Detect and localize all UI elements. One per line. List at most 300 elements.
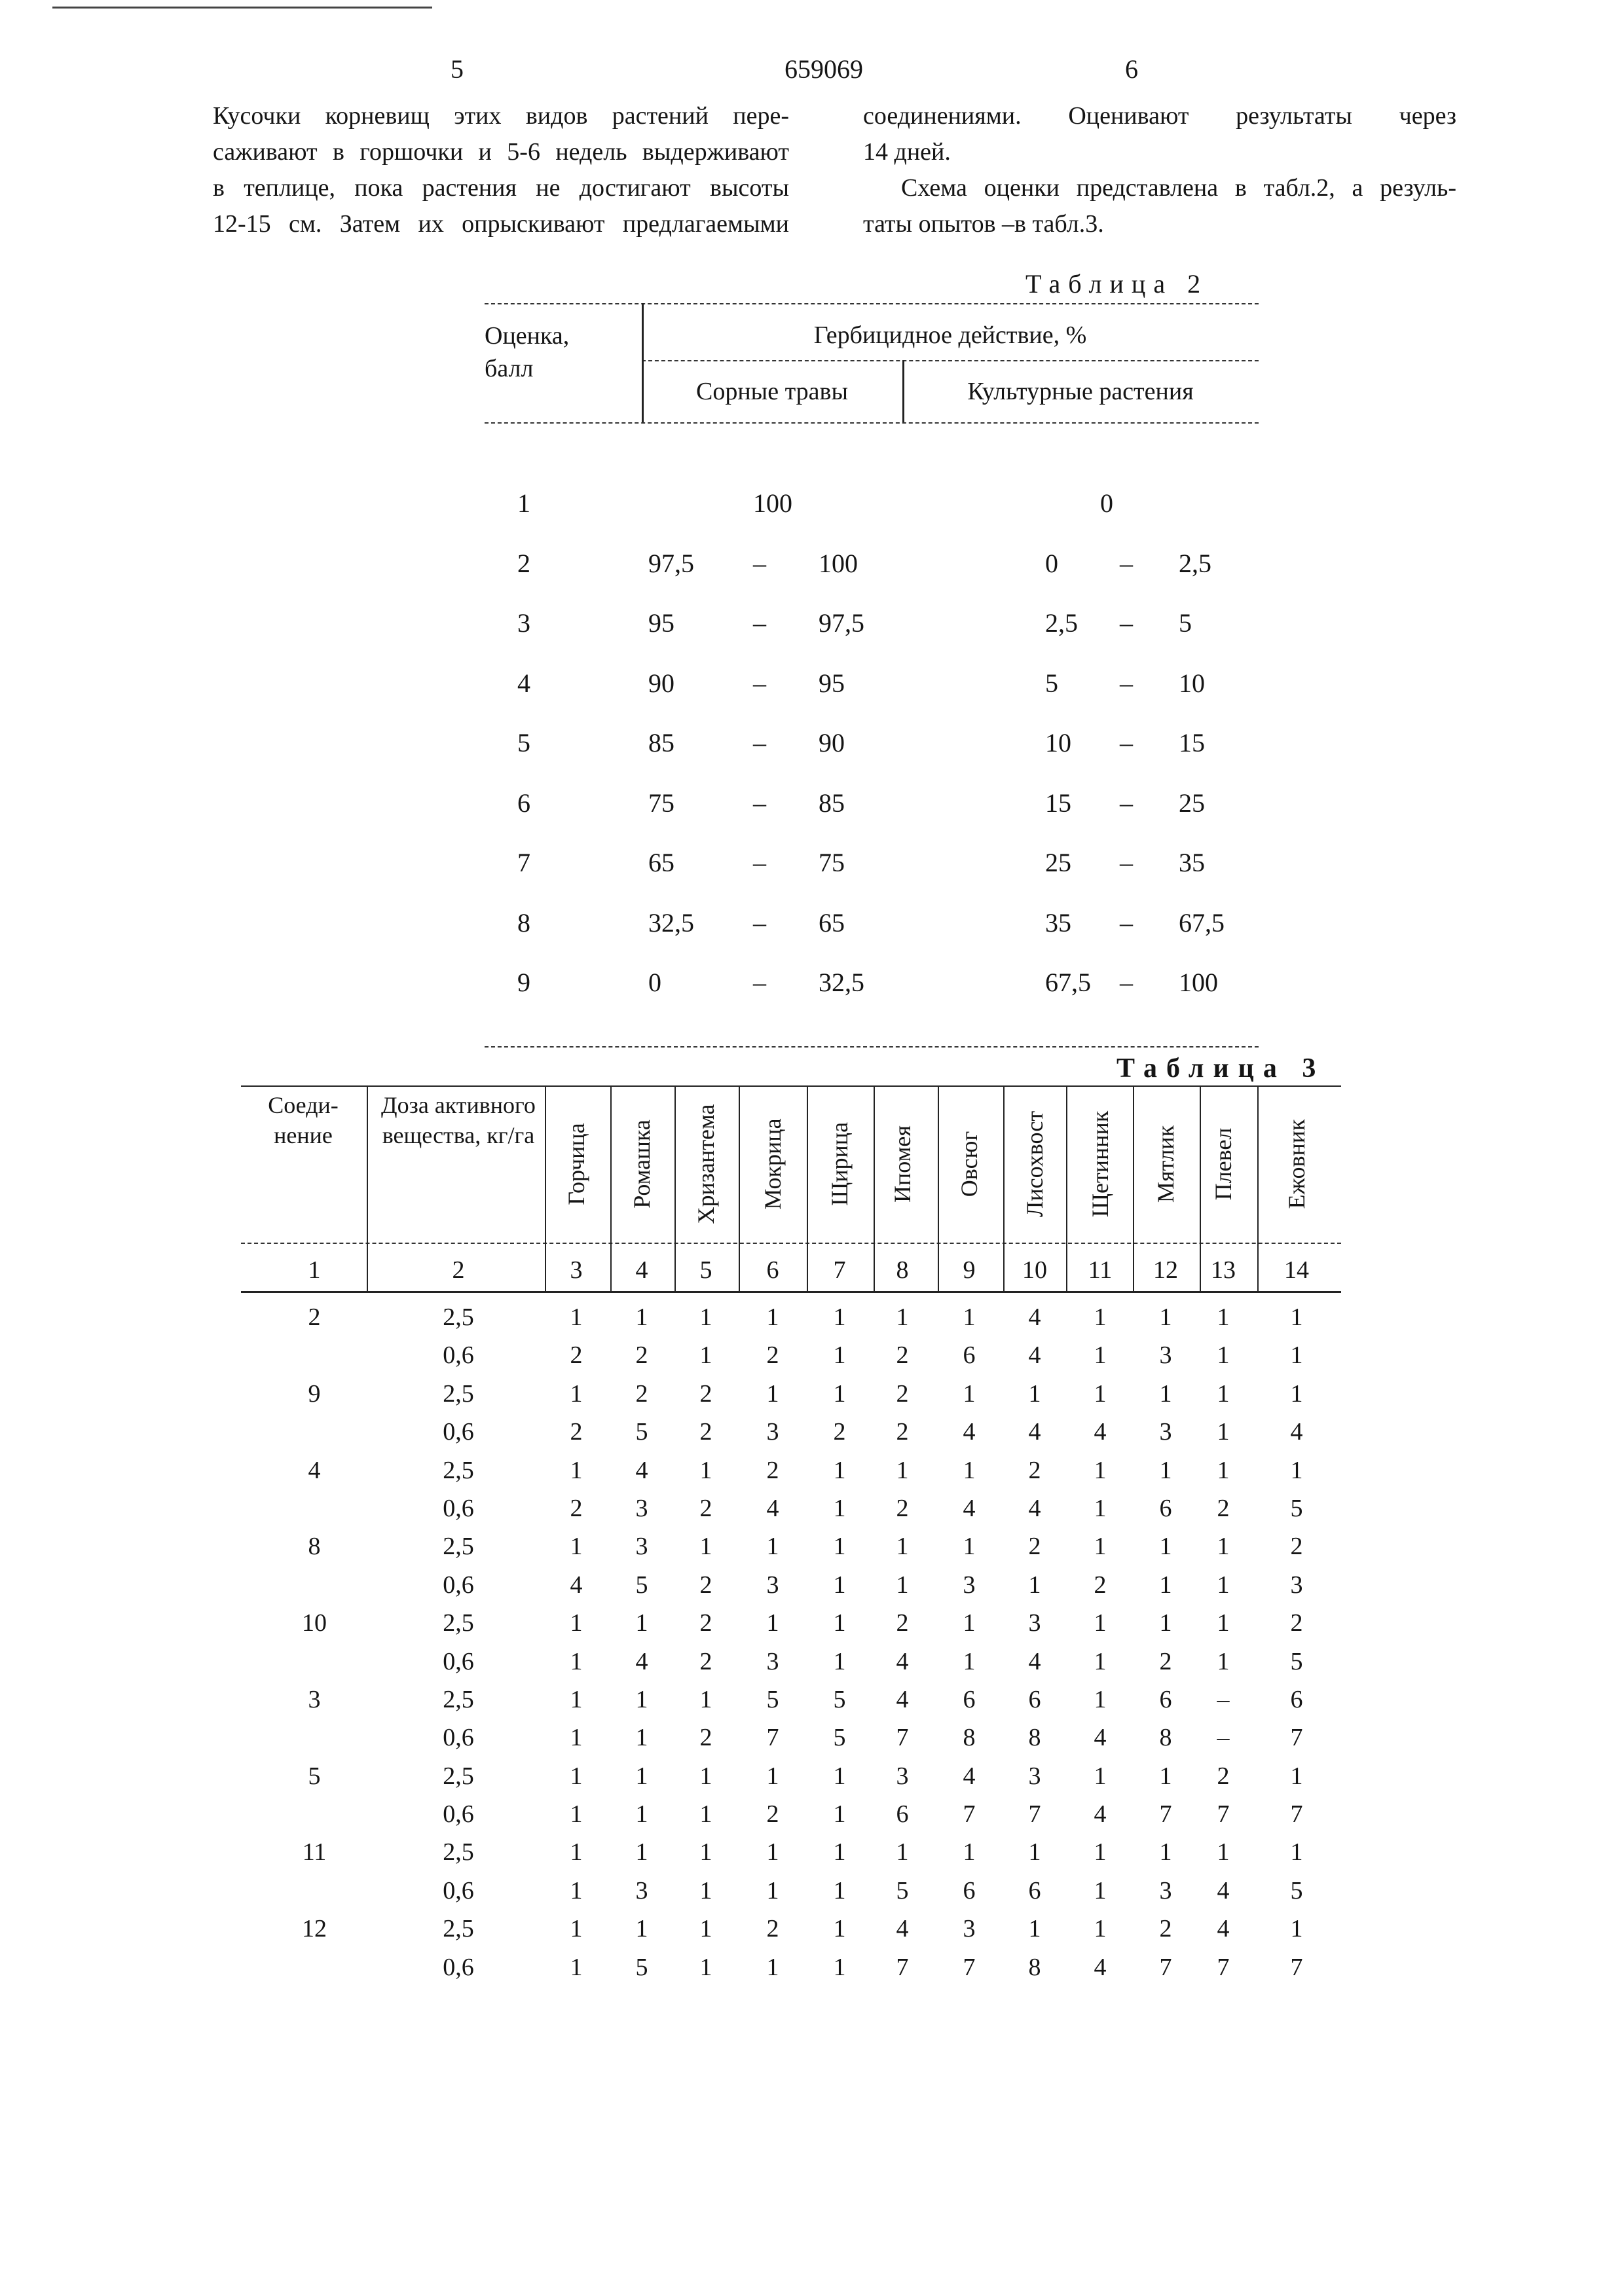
table2-body [485,488,1297,1027]
score-cell: 1 [896,1303,909,1331]
dose-cell: 0,6 [443,1341,474,1370]
score-cell: 1 [635,1838,648,1867]
score-cell: 1 [1028,1838,1041,1867]
range-dash: – [1120,548,1133,578]
score-cell: 1 [699,1800,712,1829]
column-number: 5 [699,1256,712,1284]
table2-row [485,788,1297,848]
score-cell: 1 [833,1533,846,1561]
table3-row [0,1609,1624,1647]
score-cell: 1 [963,1456,976,1484]
dose-cell: 0,6 [443,1571,474,1599]
compound-cell: 8 [308,1533,321,1561]
score-cell: – [1217,1685,1230,1713]
column-number: 1 [308,1256,321,1284]
score-cell: 1 [1290,1456,1303,1484]
score-cell: 1 [570,1762,583,1790]
table3-col-line [610,1085,612,1291]
score-cell: 4 [1094,1418,1107,1446]
score-cell: 3 [1159,1341,1172,1370]
weeds-to-cell: 100 [819,548,858,578]
table3-top-rule [241,1085,1341,1087]
score-cell: 1 [699,1876,712,1904]
plant-header: Ипомея [889,1125,915,1203]
weeds-cell: 100 [753,488,792,518]
score-cell: 2 [896,1379,909,1408]
score-cell: 2 [896,1341,909,1370]
plant-header: Лисохвост [1022,1110,1048,1218]
score-cell: 1 [1290,1838,1303,1867]
score-cell: 2 [570,1494,583,1522]
table3-row [0,1914,1624,1952]
table3-row [0,1800,1624,1838]
score-cell: 1 [833,1876,846,1904]
score-cell: – [1217,1724,1230,1752]
score-cell: 5 [517,728,530,757]
column-number: 9 [963,1256,976,1284]
score-cell: 1 [963,1379,976,1408]
score-cell: 4 [517,668,530,698]
column-number: 11 [1088,1256,1113,1284]
score-cell: 1 [570,1724,583,1752]
table3-col-line [1003,1085,1005,1291]
score-cell: 3 [963,1915,976,1943]
score-cell: 1 [570,1800,583,1829]
score-cell: 1 [1094,1685,1107,1713]
score-cell: 3 [635,1876,648,1904]
dose-cell: 2,5 [443,1379,474,1408]
score-cell: 2 [1217,1494,1230,1522]
score-cell: 1 [766,1379,779,1408]
score-cell: 1 [1159,1762,1172,1790]
score-cell: 1 [1217,1379,1230,1408]
score-cell: 7 [1159,1800,1172,1829]
dose-cell: 0,6 [443,1953,474,1981]
table2-row [485,907,1297,968]
score-cell: 1 [766,1876,779,1904]
text-line: 14 дней. [863,138,951,166]
score-cell: 4 [570,1571,583,1599]
plant-header: Щирица [826,1121,853,1207]
score-cell: 4 [1028,1341,1041,1370]
score-cell: 1 [766,1838,779,1867]
score-cell: 4 [896,1915,909,1943]
score-cell: 1 [1290,1379,1303,1408]
range-dash: – [1120,668,1133,698]
table2-header-rule [485,422,1259,424]
score-cell: 8 [1159,1724,1172,1752]
table2-row [485,967,1297,1027]
plant-header: Ромашка [629,1120,655,1209]
column-number: 13 [1211,1256,1236,1284]
score-cell: 4 [766,1494,779,1522]
score-cell: 2 [1290,1609,1303,1637]
score-cell: 1 [1094,1494,1107,1522]
score-cell: 5 [896,1876,909,1904]
score-cell: 1 [1290,1762,1303,1790]
dose-cell: 0,6 [443,1418,474,1446]
score-cell: 2 [1159,1915,1172,1943]
crops-to-cell: 10 [1179,668,1205,698]
score-cell: 1 [570,1647,583,1675]
crops-from-cell: 5 [1045,668,1058,698]
score-cell: 1 [833,1838,846,1867]
column-number: 2 [452,1256,465,1284]
score-cell: 1 [833,1456,846,1484]
table3-number-rule [241,1291,1341,1293]
score-cell: 1 [896,1533,909,1561]
score-cell: 2 [1159,1647,1172,1675]
crops-from-cell: 25 [1045,848,1071,877]
score-cell: 4 [1217,1915,1230,1943]
score-cell: 1 [570,1456,583,1484]
compound-cell: 11 [302,1838,327,1867]
dose-cell: 2,5 [443,1838,474,1867]
score-cell: 6 [963,1876,976,1904]
score-cell: 8 [963,1724,976,1752]
table3-col-line [739,1085,740,1291]
score-cell: 3 [517,608,530,638]
score-cell: 1 [1290,1303,1303,1331]
score-cell: 1 [570,1876,583,1904]
table3-row [0,1379,1624,1417]
score-cell: 4 [1028,1418,1041,1446]
score-cell: 5 [1290,1876,1303,1904]
table3-row [0,1647,1624,1685]
table3-row [0,1571,1624,1609]
table3-row [0,1685,1624,1723]
table3-body [0,1303,1624,1991]
range-dash: – [753,668,766,698]
score-cell: 1 [1290,1915,1303,1943]
score-cell: 6 [1028,1876,1041,1904]
score-cell: 1 [570,1609,583,1637]
score-cell: 4 [1094,1800,1107,1829]
table3-row [0,1417,1624,1455]
weeds-from-cell: 0 [648,968,661,997]
score-cell: 5 [833,1685,846,1713]
crops-from-cell: 15 [1045,788,1071,818]
table3-header-dose: Доза активного вещества, кг/га [381,1092,536,1148]
table3-col-line [1066,1085,1067,1291]
crops-to-cell: 2,5 [1179,548,1211,578]
table3-row [0,1876,1624,1914]
weeds-from-cell: 90 [648,668,674,698]
score-cell: 6 [896,1800,909,1829]
plant-header: Щетинник [1087,1110,1113,1218]
dose-cell: 2,5 [443,1303,474,1331]
score-cell: 7 [963,1953,976,1981]
score-cell: 3 [766,1571,779,1599]
table2-top-rule [485,303,1259,304]
score-cell: 1 [766,1609,779,1637]
table3-header-compound: Соеди-нение [268,1092,339,1148]
score-cell: 9 [517,968,530,997]
crops-to-cell: 25 [1179,788,1205,818]
score-cell: 5 [1290,1647,1303,1675]
score-cell: 1 [1094,1341,1107,1370]
plant-header: Мятлик [1153,1125,1179,1203]
score-cell: 6 [1159,1685,1172,1713]
score-cell: 1 [833,1762,846,1790]
score-cell: 8 [517,907,530,938]
score-cell: 2 [635,1379,648,1408]
score-cell: 3 [963,1571,976,1599]
score-cell: 2 [1094,1571,1107,1599]
table2-bottom-rule [485,1046,1259,1048]
compound-cell: 10 [302,1609,327,1637]
score-cell: 1 [963,1838,976,1867]
crops-to-cell: 35 [1179,848,1205,877]
score-cell: 1 [833,1915,846,1943]
score-cell: 1 [896,1456,909,1484]
range-dash: – [753,907,766,938]
score-cell: 4 [963,1762,976,1790]
score-cell: 3 [1290,1571,1303,1599]
score-cell: 2 [1217,1762,1230,1790]
table3-row [0,1723,1624,1761]
crops-from-cell: 10 [1045,728,1071,757]
score-cell: 4 [963,1494,976,1522]
score-cell: 4 [1028,1303,1041,1331]
table2-row [485,488,1297,548]
range-dash: – [753,548,766,578]
score-cell: 1 [1028,1571,1041,1599]
score-cell: 1 [635,1724,648,1752]
score-cell: 7 [1217,1800,1230,1829]
score-cell: 1 [896,1838,909,1867]
table3-row [0,1494,1624,1532]
score-cell: 6 [1028,1685,1041,1713]
dose-cell: 0,6 [443,1800,474,1829]
crops-to-cell: 5 [1179,608,1192,638]
compound-cell: 5 [308,1762,321,1790]
score-cell: 1 [833,1303,846,1331]
text-line: таты опытов –в табл.3. [863,210,1104,238]
weeds-to-cell: 97,5 [819,608,864,638]
score-cell: 1 [1159,1456,1172,1484]
weeds-to-cell: 90 [819,728,845,757]
score-cell: 2 [699,1724,712,1752]
crops-from-cell: 2,5 [1045,608,1078,638]
score-cell: 1 [635,1303,648,1331]
dose-cell: 0,6 [443,1876,474,1904]
score-cell: 2 [896,1609,909,1637]
score-cell: 1 [699,1838,712,1867]
score-cell: 1 [635,1762,648,1790]
table3-col-line [1133,1085,1134,1291]
column-number: 10 [1022,1256,1047,1284]
plant-header: Овсюг [956,1131,982,1197]
score-cell: 7 [1028,1800,1041,1829]
dose-cell: 2,5 [443,1685,474,1713]
score-cell: 3 [896,1762,909,1790]
table2-header-score: Оценка, балл [485,322,570,382]
dose-cell: 2,5 [443,1609,474,1637]
weeds-to-cell: 95 [819,668,845,698]
dose-cell: 2,5 [443,1762,474,1790]
range-dash: – [1120,608,1133,638]
weeds-from-cell: 75 [648,788,674,818]
weeds-to-cell: 65 [819,907,845,938]
score-cell: 5 [635,1418,648,1446]
weeds-from-cell: 95 [648,608,674,638]
score-cell: 2 [635,1341,648,1370]
range-dash: – [1120,848,1133,877]
score-cell: 1 [896,1571,909,1599]
score-cell: 2 [699,1494,712,1522]
table3-row [0,1303,1624,1341]
score-cell: 7 [517,848,530,877]
dose-cell: 0,6 [443,1647,474,1675]
score-cell: 1 [963,1533,976,1561]
score-cell: 1 [699,1533,712,1561]
score-cell: 7 [896,1953,909,1981]
table2-row [485,668,1297,728]
text-line: Кусочки корневищ этих видов растений пере- [213,102,789,130]
score-cell: 1 [570,1533,583,1561]
range-dash: – [1120,728,1133,757]
table3-row [0,1341,1624,1379]
table3-col-line [807,1085,808,1291]
score-cell: 1 [1217,1303,1230,1331]
compound-cell: 3 [308,1685,321,1713]
table3-col-line [545,1085,546,1291]
score-cell: 1 [1217,1418,1230,1446]
score-cell: 7 [896,1724,909,1752]
compound-cell: 4 [308,1456,321,1484]
score-cell: 1 [570,1838,583,1867]
score-cell: 1 [766,1953,779,1981]
score-cell: 5 [1290,1494,1303,1522]
crops-from-cell: 35 [1045,907,1071,938]
table3-col-line [1200,1085,1201,1291]
column-number: 7 [833,1256,846,1284]
score-cell: 1 [833,1494,846,1522]
score-cell: 1 [1159,1609,1172,1637]
score-cell: 1 [517,488,530,518]
score-cell: 1 [833,1571,846,1599]
page-number-left: 5 [451,54,464,84]
score-cell: 1 [833,1609,846,1637]
plant-header: Хризантема [693,1104,719,1224]
weeds-from-cell: 97,5 [648,548,694,578]
score-cell: 6 [963,1685,976,1713]
table2-header-group: Гербицидное действие, % [813,321,1087,349]
text-line: соединениями. Оценивают результаты через [863,102,1456,130]
score-cell: 4 [635,1456,648,1484]
score-cell: 2 [833,1418,846,1446]
range-dash: – [753,968,766,997]
score-cell: 1 [1217,1456,1230,1484]
score-cell: 4 [963,1418,976,1446]
text-line: в теплице, пока растения не достигают высоты [213,174,789,202]
score-cell: 1 [833,1647,846,1675]
table3-caption: Таблица 3 [1116,1053,1325,1084]
score-cell: 1 [963,1647,976,1675]
score-cell: 7 [1290,1953,1303,1981]
score-cell: 2 [517,548,530,578]
plant-header: Горчица [563,1123,589,1205]
crops-from-cell: 67,5 [1045,968,1091,997]
compound-cell: 12 [302,1915,327,1943]
crops-from-cell: 0 [1045,548,1058,578]
compound-cell: 9 [308,1379,321,1408]
score-cell: 2 [699,1647,712,1675]
score-cell: 2 [699,1379,712,1408]
score-cell: 2 [766,1341,779,1370]
score-cell: 1 [1217,1647,1230,1675]
table3-row [0,1456,1624,1494]
table3-row [0,1532,1624,1570]
score-cell: 1 [833,1953,846,1981]
score-cell: 6 [963,1341,976,1370]
score-cell: 3 [1028,1609,1041,1637]
score-cell: 7 [1290,1800,1303,1829]
score-cell: 4 [1028,1494,1041,1522]
score-cell: 7 [963,1800,976,1829]
page-number-right: 6 [1125,54,1138,84]
column-number: 8 [896,1256,909,1284]
score-cell: 6 [1290,1685,1303,1713]
score-cell: 1 [1094,1533,1107,1561]
table2-row [485,608,1297,668]
range-dash: – [1120,968,1133,997]
score-cell: 7 [1159,1953,1172,1981]
weeds-to-cell: 75 [819,848,845,877]
score-cell: 5 [635,1953,648,1981]
score-cell: 6 [517,788,530,818]
table2-caption: Таблица 2 [1025,269,1209,299]
score-cell: 2 [1028,1456,1041,1484]
score-cell: 4 [1290,1418,1303,1446]
crops-to-cell: 100 [1179,968,1218,997]
plant-header: Ежовник [1283,1119,1310,1209]
table3-row [0,1838,1624,1876]
score-cell: 1 [1159,1838,1172,1867]
score-cell: 3 [1028,1762,1041,1790]
score-cell: 2 [896,1418,909,1446]
dose-cell: 2,5 [443,1456,474,1484]
score-cell: 7 [1217,1953,1230,1981]
score-cell: 1 [570,1953,583,1981]
crops-to-cell: 67,5 [1179,907,1225,938]
dose-cell: 0,6 [443,1724,474,1752]
score-cell: 7 [766,1724,779,1752]
score-cell: 1 [699,1341,712,1370]
score-cell: 2 [1290,1533,1303,1561]
range-dash: – [753,788,766,818]
score-cell: 1 [833,1800,846,1829]
score-cell: 1 [635,1609,648,1637]
score-cell: 1 [1094,1762,1107,1790]
table2-group-rule [642,360,1259,361]
score-cell: 1 [699,1456,712,1484]
score-cell: 4 [896,1685,909,1713]
table3-col-line [367,1085,368,1291]
score-cell: 1 [1159,1379,1172,1408]
score-cell: 4 [1028,1647,1041,1675]
table2-row [485,727,1297,788]
score-cell: 1 [1094,1647,1107,1675]
score-cell: 4 [635,1647,648,1675]
score-cell: 1 [766,1303,779,1331]
score-cell: 1 [570,1379,583,1408]
table2-header-crops: Культурные растения [967,378,1194,405]
dose-cell: 2,5 [443,1533,474,1561]
score-cell: 1 [1217,1341,1230,1370]
score-cell: 2 [699,1571,712,1599]
